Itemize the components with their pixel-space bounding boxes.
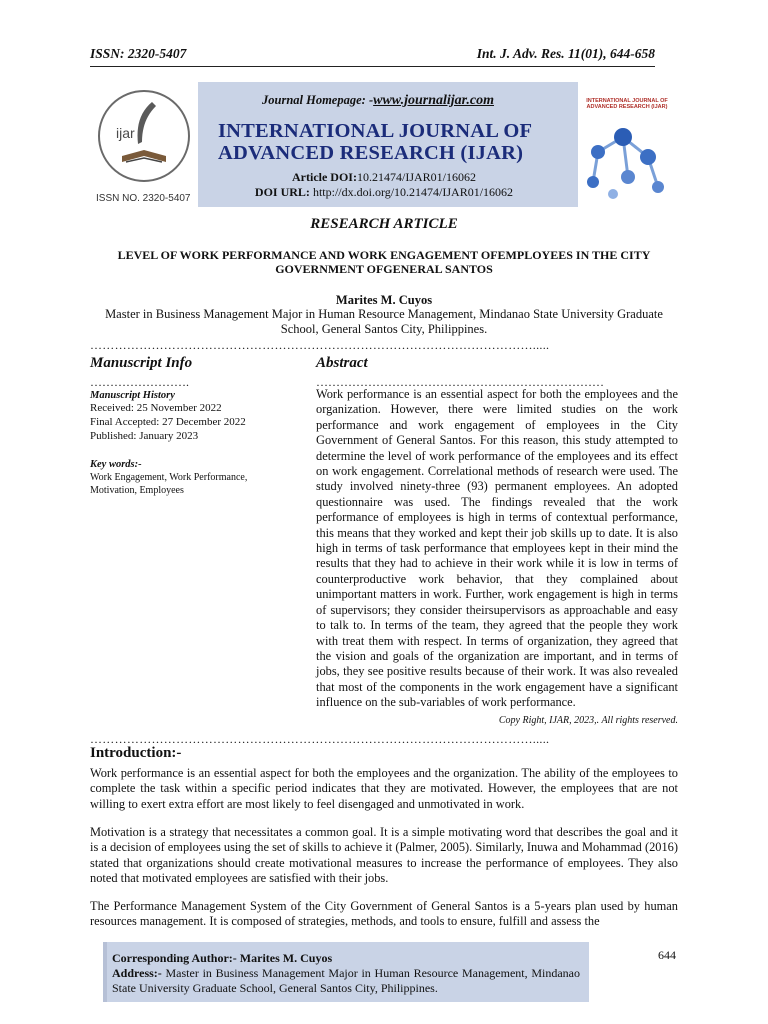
keywords-label: Key words:-: [90, 459, 142, 470]
cover-title: INTERNATIONAL JOURNAL OF ADVANCED RESEARCH (IJAR): [586, 98, 668, 110]
corresponding-author: [112, 951, 580, 996]
doi-url-link[interactable]: http://dx.doi.org/10.21474/IJAR01/16062: [312, 185, 514, 199]
intro-paragraph-1: Work performance is an essential aspect for both the employees and the organization. The ability of the employees to complete the task within a specific period indicates that they are motivated. However, the employees that are not willing to exert extra effort are most likely to feel disengaged and unmotivated in work.: [90, 766, 678, 811]
published-date: Published: January 2023: [90, 430, 199, 442]
abstract-dots: ………………………………………………………………: [316, 375, 604, 389]
corr-name: Marites M. Cuyos: [236, 951, 333, 965]
separator-bottom: ……………………………………………………………………………………………….....: [90, 732, 550, 746]
address-label: Address:-: [112, 966, 162, 980]
doi-value: 10.21474/IJAR01/16062: [356, 170, 476, 184]
doi-url-label: DOI URL:: [254, 185, 310, 199]
manuscript-history: [90, 390, 270, 443]
header-rule: [90, 66, 655, 67]
journal-title: INTERNATIONAL JOURNAL OF ADVANCED RESEARCH (IJAR): [218, 120, 532, 164]
received-date: Received: 25 November 2022: [90, 402, 222, 414]
introduction-heading: Introduction:-: [90, 745, 182, 761]
corr-label: Corresponding Author:-: [112, 951, 237, 965]
citation-text: Int. J. Adv. Res. 11(01), 644-658: [476, 46, 655, 61]
journal-logo: [98, 90, 190, 182]
author-affiliation: Master in Business Management Major in Human Resource Management, Mindanao State University Graduate School, General Santos City, Philippines.: [105, 307, 663, 336]
homepage-link[interactable]: www.journalijar.com: [373, 93, 494, 108]
abstract-text: Work performance is an essential aspect for both the employees and the organization. However, there were limited studies on the work performance and work engagement of employees in the City Government of General Santos. For this reason, this study attempted to determine the level of work performance of the employees and its effect on work engagement. Correlational methods of research were used. The study involved ninety-three (93) permanent employees. An adopted questionnaire was used. The findings revealed that the work performance of employees is high in terms of contextual performance, this means that they worked and kept their job skills up to date. It is also high in terms of task performance that employees kept in their mind the results that they had to achieve in their work while it is low in terms of counterproductive work behavior, that they complained about unimportant matters in work. Further, work engagement is high in terms of supervisors; they consider theirsupervisors as approachable and easy to talk to. In terms of the team, they agreed that the people they work with treat them with respect. In terms of organization, they agreed that the vision and goals of the organization are important, and in terms of jobs, they see positive results because of their work. It was also revealed that most of the components in the work engagement have a significant influence on the sub-variables of work performance.: [316, 387, 678, 710]
article-doi: [0, 170, 768, 185]
accepted-date: Final Accepted: 27 December 2022: [90, 416, 246, 428]
manuscript-dots: …………………….: [90, 375, 189, 389]
running-header: [90, 46, 655, 64]
separator-top: ……………………………………………………………………………………………….....: [90, 338, 550, 352]
paper-title: LEVEL OF WORK PERFORMANCE AND WORK ENGAGEMENT OFEMPLOYEES IN THE CITY GOVERNMENT OFGENERAL SANTOS: [117, 248, 651, 276]
doi-url: [0, 185, 768, 200]
homepage-label: Journal Homepage: -: [262, 93, 374, 107]
history-label: Manuscript History: [90, 390, 175, 401]
intro-paragraph-2: Motivation is a strategy that necessitates a common goal. It is a simple motivating word that describes the goal and it is a decision of employees using the set of skills to achieve it (Palmer, 2005). Similarly, Inuwa and Mohammad (2016) stated that organizations should create motivational measures to increase the performance of employees. They also noted that motivated employees are satisfied with their jobs.: [90, 825, 678, 886]
intro-paragraph-3: The Performance Management System of the City Government of General Santos is a 5-years plan used by human resources management. It is composed of strategies, methods, and tools to ensure, fulfill and assess the: [90, 899, 678, 929]
abstract-heading: Abstract: [316, 355, 368, 371]
keywords-list: Work Engagement, Work Performance, Motivation, Employees: [90, 472, 248, 496]
article-type: RESEARCH ARTICLE: [310, 216, 458, 232]
manuscript-info-heading: Manuscript Info: [90, 355, 193, 371]
copyright-notice: Copy Right, IJAR, 2023,. All rights reserved.: [498, 715, 678, 726]
keywords-block: [90, 458, 265, 497]
journal-homepage: [262, 93, 494, 109]
logo-text: ijar: [116, 125, 135, 141]
page-number: 644: [658, 948, 676, 962]
issn-text: ISSN: 2320-5407: [90, 46, 187, 61]
author-name: Marites M. Cuyos: [335, 293, 433, 307]
quill-book-icon: [100, 92, 188, 180]
address-text: Master in Business Management Major in Human Resource Management, Mindanao State University Graduate School, General Santos City, Philippines.: [112, 966, 580, 995]
doi-label: Article DOI:: [292, 170, 357, 184]
logo-issn: ISSN NO. 2320-5407: [96, 193, 191, 204]
